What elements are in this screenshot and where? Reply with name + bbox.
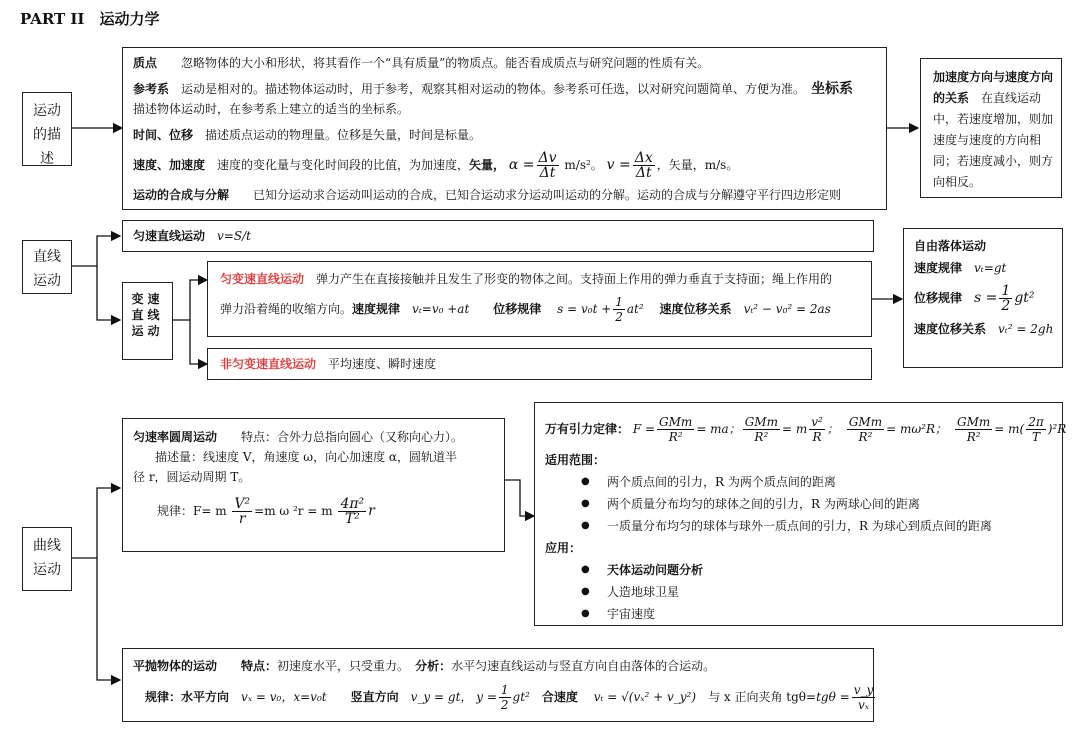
circle-desc2: 径 r，圆运动周期 T。	[133, 470, 251, 484]
velocity-formula: v = $\frac{\Delta x}{\Delta t}$	[606, 149, 653, 181]
ff-disp-formula: s = $\frac{1}{2}$ gt²	[974, 282, 1035, 314]
variable-label-box	[122, 282, 173, 360]
projectile-analysis-term: 分析：	[415, 659, 452, 673]
angle-formula: tgθ = $\frac{v\_y}{\text{vₓ}}$	[816, 683, 874, 712]
scope-list	[545, 471, 1062, 537]
time-term: 时间、位移	[133, 128, 194, 142]
ff-speed-formula: vₜ=gt	[974, 261, 1007, 275]
time-text: 描述质点运动的物理量。位移是矢量，时间是标量。	[205, 128, 482, 142]
list-item: ● 两个质点间的引力，R 为两个质点间的距离	[545, 471, 1062, 493]
compose-term: 运动的合成与分解	[133, 188, 230, 202]
gravity-law-term: 万有引力定律：	[545, 422, 630, 436]
circle-v2r: $\frac{\text{V²}}{r}$	[234, 495, 251, 527]
list-item: ● 人造地球卫星	[545, 581, 1062, 603]
projectile-feature: 初速度水平，只受重力。	[277, 659, 404, 673]
ff-speed-disp: 速度位移关系	[914, 322, 987, 336]
nonuniform-term: 非匀变速直线运动	[220, 357, 317, 371]
projectile-feature-term: 特点：	[241, 659, 278, 673]
page-title: PART II 运动力学	[20, 10, 160, 28]
angle-text: 与 x 正向夹角 tgθ=	[708, 690, 817, 704]
ref-term: 参考系	[133, 82, 170, 96]
circle-term: 匀速率圆周运动	[133, 430, 218, 444]
projectile-analysis: 水平匀速直线运动与竖直方向自由落体的合运动。	[451, 659, 716, 673]
gravity-box	[534, 402, 1067, 626]
vector-word: 矢量，	[469, 158, 506, 172]
free-fall-box	[903, 228, 1063, 368]
uav-text2: 弹力沿着绳的收缩方向。	[220, 302, 353, 316]
free-fall-title: 自由落体运动	[914, 239, 987, 253]
ff-speed-law: 速度规律	[914, 261, 963, 275]
motion-desc-box	[122, 47, 887, 210]
uniform-formula: v=S/t	[217, 229, 251, 243]
circle-law-mid: =m ω ²r = m	[254, 504, 333, 518]
gravity-formulas: F = $\frac{\text{GMm}}{\text{R²}}$ = ma； $\frac{\text{GMm}}{\text{R²}}$ = m $\frac{\text{v²}}{R}$ ； $\frac{\text{GMm}}{\text{R²}}$ = mω²R； $\frac{\text{GMm}}{\text{R²}}$ = m( $\frac{2\pi}{T}$ )²R	[632, 415, 1067, 444]
circle-4pi: $\frac{\text{4π²}}{\text{T²}}$ r	[340, 495, 375, 527]
speed-tail: ，矢量，m/s。	[656, 158, 739, 172]
circle-box	[122, 418, 505, 552]
accel-dir-text: 在直线运动中，若速度增加，则加速度与速度的方向相同；若速度减小，则方向相反。	[933, 91, 1054, 189]
projectile-law-term: 规律：	[145, 690, 182, 704]
speed-term: 速度、加速度	[133, 158, 206, 172]
linear-label-box	[22, 240, 72, 294]
variable-label: 变速直线运动	[131, 292, 164, 338]
coord-term: 坐标系	[811, 81, 854, 97]
list-item: ● 一质量分布均匀的球体与球外一质点间的引力，R 为球心到质点间的距离	[545, 515, 1062, 537]
speed-text: 速度的变化量与变化时间段的比值，为加速度，	[217, 158, 470, 172]
uav-speed-disp: 速度位移关系	[659, 302, 732, 316]
combined-formula: vₜ = √(vₓ² + v_y²)	[593, 690, 697, 704]
uav-term: 匀变速直线运动	[220, 272, 305, 286]
uav-speed-disp-formula: vₜ² − v₀² = 2as	[743, 302, 831, 316]
motion-desc-label: 运动的描述	[33, 103, 61, 167]
uav-box	[207, 261, 872, 337]
uav-speed-law: 速度规律	[352, 302, 401, 316]
accel-dir-title: 加速度方向与速度方向的关系	[933, 70, 1054, 105]
ref-text: 运动是相对的。描述物体运动时，用于参考，观察其相对运动的物体。参考系可任选，以对研究问题简单、方便为准。	[181, 82, 800, 96]
combined-term: 合速度	[541, 690, 578, 704]
motion-desc-label-box	[22, 92, 72, 166]
scope-term: 适用范围：	[545, 453, 606, 467]
circle-law: 规律：F= m	[157, 504, 227, 518]
ff-disp-law: 位移规律	[914, 291, 963, 305]
uav-text1: 弹力产生在直接接触并且发生了形变的物体之间。支持面上作用的弹力垂直于支持面；绳上作用的	[316, 272, 833, 286]
horiz-formula: vₓ = v₀，x=v₀t	[241, 690, 327, 704]
uniform-linear-box	[122, 220, 874, 252]
coord-text: 描述物体运动时，在参考系上建立的适当的坐标系。	[133, 102, 410, 116]
uav-speed-formula: vₜ=v₀ +at	[412, 302, 470, 316]
nonuniform-text: 平均速度、瞬时速度	[328, 357, 437, 371]
uav-disp-law: 位移规律	[493, 302, 542, 316]
circle-desc1: 描述量：线速度 V，角速度 ω，向心加速度 α，圆轨道半	[155, 450, 458, 464]
point-text: 忽略物体的大小和形状，将其看作一个“具有质量”的物质点。能否看成质点与研究问题的性质有关。	[181, 56, 710, 70]
uniform-term: 匀速直线运动	[133, 229, 206, 243]
vert-term: 竖直方向	[350, 690, 399, 704]
uav-disp-formula: s = v₀t + $\frac{1}{2}$ at²	[557, 295, 644, 324]
ff-speed-disp-formula: vₜ² = 2gh	[998, 322, 1054, 336]
projectile-box	[122, 648, 874, 722]
list-item: ● 两个质量分布均匀的球体之间的引力，R 为两球心间的距离	[545, 493, 1062, 515]
linear-label: 直线运动	[33, 249, 61, 289]
circle-feature: 特点：合外力总指向圆心（又称向心力）。	[241, 430, 464, 444]
vert-disp-formula: y = $\frac{1}{2}$ gt²	[476, 683, 530, 712]
horiz-term: 水平方向	[181, 690, 230, 704]
accel-formula: α = $\frac{\Delta v}{\Delta t}$	[508, 149, 557, 181]
apply-list	[545, 559, 1062, 625]
point-term: 质点	[133, 56, 158, 70]
curve-label-box	[22, 527, 72, 591]
list-item: ● 宇宙速度	[545, 603, 1062, 625]
accel-dir-box	[920, 58, 1062, 198]
apply-term: 应用：	[545, 541, 582, 555]
accel-unit: m/s²。	[564, 158, 603, 172]
list-item: ● 天体运动问题分析	[545, 559, 1062, 581]
vert-formula: v_y = gt，	[410, 690, 473, 704]
projectile-term: 平抛物体的运动	[133, 659, 218, 673]
compose-text: 已知分运动求合运动叫运动的合成，已知合运动求分运动叫运动的分解。运动的合成与分解遵守平行四边形定则	[253, 188, 842, 202]
curve-label: 曲线运动	[33, 538, 61, 578]
nonuniform-box	[207, 348, 872, 380]
